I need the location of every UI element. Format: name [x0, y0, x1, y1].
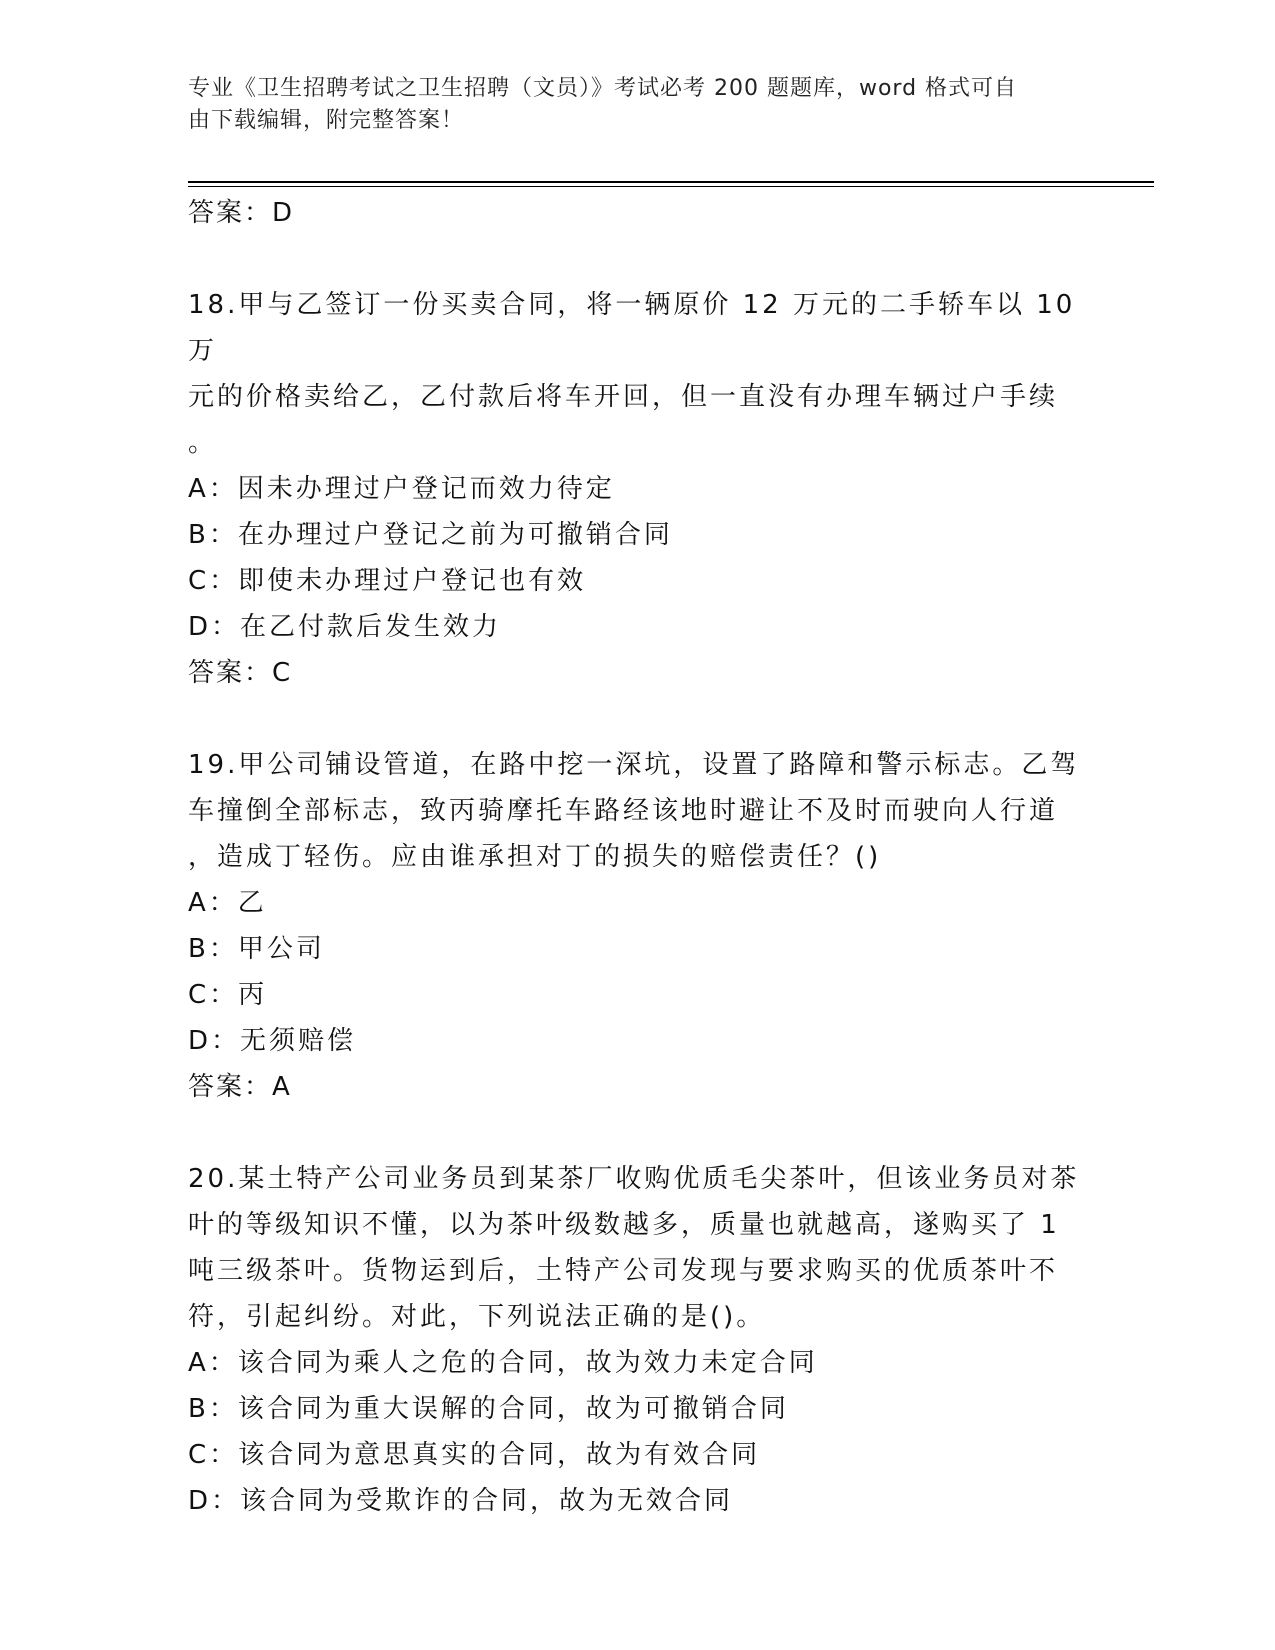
option-b: B：该合同为重大误解的合同，故为可撤销合同 [188, 1394, 789, 1424]
document-body [188, 190, 1088, 1524]
option-d: D：该合同为受欺诈的合同，故为无效合同 [188, 1486, 734, 1516]
option-d: D：在乙付款后发生效力 [188, 612, 502, 642]
option-a: A：因未办理过户登记而效力待定 [188, 474, 615, 504]
document-header [188, 73, 1068, 137]
question-stem-line: 吨三级茶叶。货物运到后，土特产公司发现与要求购买的优质茶叶不 [188, 1256, 1059, 1286]
question-stem-line: 叶的等级知识不懂，以为茶叶级数越多，质量也就越高，遂购买了 1 [188, 1210, 1060, 1240]
answer-line: 答案：A [188, 1072, 292, 1102]
question-stem-line: ，造成丁轻伤。应由谁承担对丁的损失的赔偿责任？() [188, 842, 882, 872]
question-stem-line: 车撞倒全部标志，致丙骑摩托车路经该地时避让不及时而驶向人行道 [188, 796, 1059, 826]
header-line-2: 由下载编辑，附完整答案！ [188, 108, 465, 133]
question-20 [188, 1156, 1088, 1524]
header-rule-thin [188, 186, 1154, 187]
header-rule-thick [188, 181, 1154, 183]
question-stem-line: 。 [188, 428, 218, 458]
header-line-1: 专业《卫生招聘考试之卫生招聘（文员）》考试必考 200 题题库，word 格式可自 [188, 76, 1018, 101]
question-18 [188, 282, 1088, 696]
option-a: A：乙 [188, 888, 267, 918]
option-c: C：丙 [188, 980, 268, 1010]
option-a: A：该合同为乘人之危的合同，故为效力未定合同 [188, 1348, 818, 1378]
option-b: B：甲公司 [188, 934, 325, 964]
question-19 [188, 742, 1088, 1110]
option-d: D：无须赔偿 [188, 1026, 357, 1056]
option-c: C：该合同为意思真实的合同，故为有效合同 [188, 1440, 761, 1470]
option-c: C：即使未办理过户登记也有效 [188, 566, 587, 596]
option-b: B：在办理过户登记之前为可撤销合同 [188, 520, 673, 550]
question-stem-line: 20.某土特产公司业务员到某茶厂收购优质毛尖茶叶，但该业务员对茶 [188, 1164, 1080, 1194]
question-stem-line: 符，引起纠纷。对此，下列说法正确的是()。 [188, 1302, 766, 1332]
question-stem-line: 18.甲与乙签订一份买卖合同，将一辆原价 12 万元的二手轿车以 10 万 [188, 290, 1076, 366]
question-stem-line: 19.甲公司铺设管道，在路中挖一深坑，设置了路障和警示标志。乙驾 [188, 750, 1080, 780]
answer-line: 答案：C [188, 658, 293, 688]
answer-line: 答案：D [188, 198, 295, 228]
question-stem-line: 元的价格卖给乙，乙付款后将车开回，但一直没有办理车辆过户手续 [188, 382, 1059, 412]
